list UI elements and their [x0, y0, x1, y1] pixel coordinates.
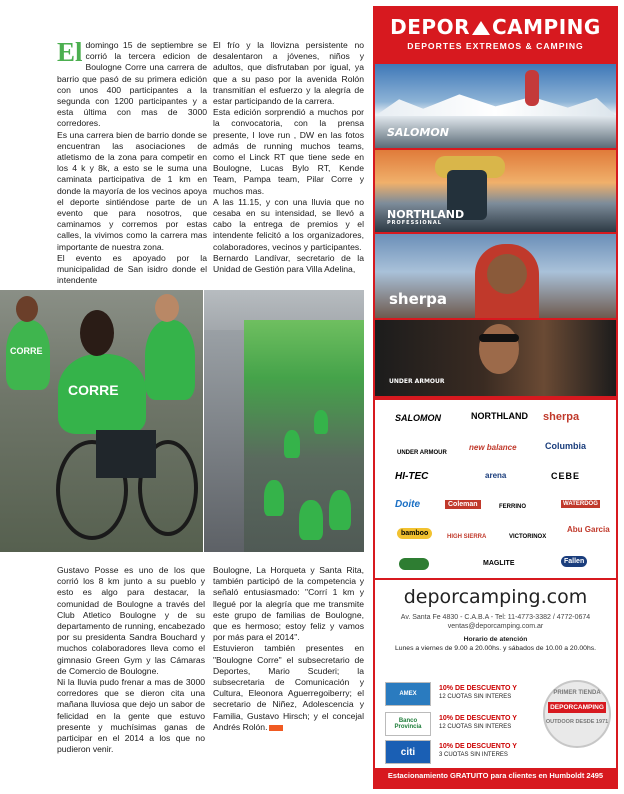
runner-figure: [145, 320, 195, 400]
article-paragraph: Gustavo Posse es uno de los que corrió los 8 km junto a su pueblo y esto es algo para destacar, la comunidad de Boulogne a través del Club Atletico Boulogne y de su departamento de running, encabezado por su presidenta Sandra Bouchard y muchos colaboradores lleva como el gimnasio Green Gym y las Cámaras de Comercio de Boulogne.: [57, 565, 205, 676]
citi-card-icon: citi: [385, 740, 431, 764]
crowd-runners-photo: [204, 290, 364, 552]
runner-figure: [329, 490, 351, 530]
new-balance-logo: new balance: [469, 443, 517, 452]
store-seal: PRIMER TIENDA DEPORCAMPING OUTDOOR DESDE 1971: [543, 680, 611, 748]
mountain-range: [375, 92, 616, 116]
cebe-logo: CEBE: [551, 471, 581, 481]
salomon-label: SALOMON: [387, 126, 449, 139]
waterdog-logo: WATERDOG: [563, 501, 598, 507]
trail-runner: [525, 70, 539, 106]
sherpa-logo: sherpa: [543, 411, 580, 423]
northland-sub-label: PROFESSIONAL: [387, 220, 442, 226]
runner-figure: [264, 480, 284, 516]
article-paragraph: Boulogne, La Horqueta y Santa Rita, también participó de la competencia y señaló entusiasmado: "Corrí 1 km y llegué por la alegría que me transmite este grupo de familias de Boulogne, que es hermoso; estoy feliz y vamos por más para el 2014".: [213, 565, 364, 643]
parking-notice: Estacionamiento GRATUITO para clientes en Humboldt 2495: [387, 771, 604, 780]
coleman-logo: Coleman: [445, 500, 481, 509]
end-mark-icon: [269, 725, 283, 731]
under-armour-label: UNDER ARMOUR: [389, 378, 445, 385]
bamboo-logo: bamboo: [397, 528, 432, 539]
store-address: Av. Santa Fe 4830 - C.A.B.A - Tel: 11-4773-3382 / 4772-0674: [400, 614, 591, 621]
runner-head: [80, 310, 114, 356]
deporcamping-logo: DEPOR CAMPING DEPORTES EXTREMOS & CAMPING: [383, 16, 608, 62]
website-link[interactable]: deporcamping.com: [403, 586, 588, 608]
banco-provincia-offer: Banco Provincia 10% DE DESCUENTO Y 12 CUOTAS SIN INTERES: [385, 712, 535, 736]
hi-tec-logo: HI-TEC: [395, 471, 429, 482]
athlete-head: [479, 324, 519, 374]
sherpa-label: sherpa: [389, 290, 448, 308]
runner-figure: [299, 500, 323, 540]
sunglasses: [479, 334, 519, 342]
runner-head: [155, 294, 179, 322]
article-column-3: [57, 565, 205, 755]
article-paragraph: domingo 15 de septiembre se corrió la tercera edicion de Boulogne Corre una carrera de barrio que pasó de su primera edición con unos 400 participantes a la segunda con 1200 participantes y a esta última con mas de 3000 corredores.: [57, 40, 207, 129]
article-paragraph: El evento es apoyado por la municipalidad de San isidro donde el intendente: [57, 252, 207, 286]
brand-logo-grid: [375, 400, 616, 578]
tent-icon: [472, 21, 490, 35]
ad-tagline: DEPORTES EXTREMOS & CAMPING: [407, 41, 584, 51]
columbia-logo: Columbia: [545, 441, 587, 451]
northland-label: NORTHLAND: [387, 208, 465, 221]
article-paragraph: Bernardo Landívar, secretario de la Unidad de Gestión para Villa Adelina,: [213, 252, 364, 275]
article-column-1: [57, 37, 207, 286]
under-armour-brand-photo: [375, 320, 616, 396]
article-paragraph: Es una carrera bien de barrio donde se encuentran las asociaciones de atletismo de la zona para competir en los 4 k y 8k, a esto se le suma una caminata participativa de 1 km en donde la mayoría de los vecinos apoya el deporte sintiéndose parte de un evento que para nosotros, que caminamos y corremos por estas calles, la vivimos como la carrera mas importante de nuestra zona.: [57, 129, 207, 252]
arena-logo: arena: [485, 471, 507, 480]
runner-head: [16, 296, 38, 322]
article-paragraph: Estuvieron también presentes en "Boulogne Corre" el subsecretario de Deportes, Mario Scuderi; la subsecretaria de Comunicación y Cultura, Eleonora Aguerregoiberry; el secretario de Niñez, Adolescencia y Familia, Gustavo Hirsch; y el concejal Andrés Rolón.: [213, 643, 364, 732]
abu-garcia-logo: Abu Garcia: [567, 525, 610, 534]
salomon-brand-photo: [375, 64, 616, 148]
store-contact: [375, 580, 616, 768]
article-paragraph: Esta edición sorprendió a muchos por la convocatoria, con la prensa presente, I love run , DW en las fotos admás de running muchos teams, como el Linck RT que tiene sede en Boulogne, Lucas Bylo RT, Kende Team, Pampa team, Pilar Corre y muchos mas.: [213, 107, 364, 196]
northland-logo: NORTHLAND: [471, 411, 528, 421]
runner-legs: [96, 430, 156, 478]
high-sierra-logo: HIGH SIERRA: [447, 534, 487, 540]
sherpa-brand-photo: [375, 234, 616, 318]
wheelchair-runner-photo: [0, 290, 203, 552]
person-head: [487, 254, 527, 294]
northland-brand-photo: [375, 150, 616, 232]
article-paragraph: El frío y la llovizna persistente no desalentaron a jóvenes, niños y adultos, que disfrutaban por igual, ya que a su paso por la avenida Rolón transmitían el esfuerzo y la alegría de estar participando de la carrera.: [213, 40, 364, 107]
salomon-logo: SALOMON: [395, 413, 441, 423]
runner-figure: [284, 430, 300, 458]
article-paragraph: A las 11.15, y con una lluvia que no cesaba en su intensidad, se llevó a cabo la entrega de premios y el intendente felicitó a los organizadores, colaboradores, vecinos y participantes.: [213, 196, 364, 252]
fallen-logo: Fallen: [561, 556, 587, 567]
green-brand-logo: [399, 558, 429, 570]
article-paragraph: Ni la lluvia pudo frenar a mas de 3000 corredores que se dieron cita una mañana lluviosa que dejo un sabor de felicidad en la gente que estuvo presente y muchísimas ganas de participar en el 2014 a los que no pudieron venir.: [57, 677, 205, 755]
hours-title: Horario de atención: [463, 636, 528, 643]
victorinox-logo: VICTORINOX: [509, 534, 547, 540]
drop-cap: El: [57, 37, 83, 67]
email-link[interactable]: ventas@deporcamping.com.ar: [447, 623, 544, 630]
runner-figure: [314, 410, 328, 434]
banco-provincia-card-icon: Banco Provincia: [385, 712, 431, 736]
maglite-logo: MAGLITE: [483, 560, 515, 567]
road-barrier: [204, 330, 244, 552]
shirt-text: CORRE: [68, 382, 119, 398]
article-column-4: [213, 565, 364, 733]
ferrino-logo: FERRINO: [499, 504, 526, 510]
opening-hours: Lunes a viernes de 9.00 a 20.00hs. y sábados de 10.00 a 20.00hs.: [394, 645, 597, 652]
doite-logo: Doite: [395, 499, 420, 510]
article-column-2: [213, 40, 364, 275]
deporcamping-advertisement: [373, 6, 618, 789]
shirt-text: CORRE: [10, 346, 43, 356]
citi-offer: citi 10% DE DESCUENTO Y 3 CUOTAS SIN INTERES: [385, 740, 535, 764]
amex-offer: AMEX 10% DE DESCUENTO Y 12 CUOTAS SIN INTERES: [385, 682, 535, 706]
under-armour-logo: UNDER ARMOUR: [397, 450, 447, 456]
amex-card-icon: AMEX: [385, 682, 431, 706]
